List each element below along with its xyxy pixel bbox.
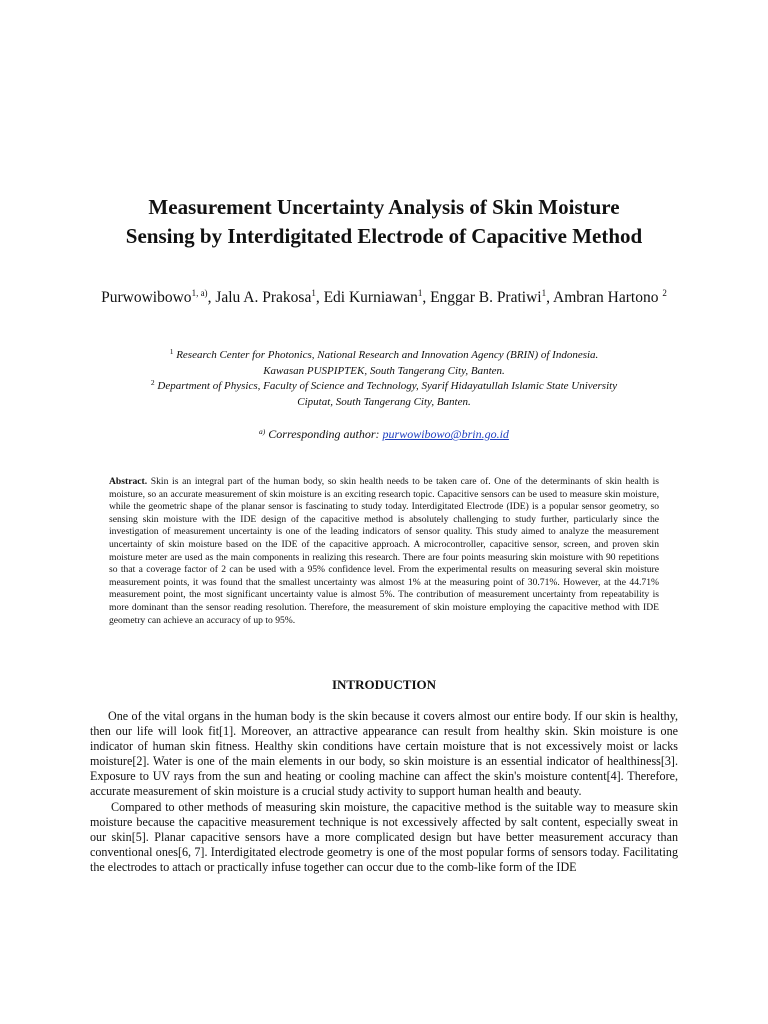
affiliation-2-address: Ciputat, South Tangerang City, Banten. <box>297 395 471 408</box>
affiliation-list <box>100 348 668 410</box>
author-name: Ambran Hartono <box>553 289 663 306</box>
author-affiliation-mark: 1 <box>417 288 423 298</box>
introduction-paragraph-1: One of the vital organs in the human body is the skin because it covers almost our entire body. If our skin is healthy, then our life will look fit[1]. Moreover, an attractive appearance can result from healthy skin. Skin moisture is one indicator of human skin fitness. Healthy skin conditions have certain moisture that is not excessively moist or lacks moisture[2]. Water is one of the main elements in our body, so skin moisture is an essential indicator of healthiness[3]. Exposure to UV rays from the sun and heating or cooling machine can affect the skin's moisture content[4]. Therefore, accurate measurement of skin moisture is a crucial study activity to support human health and beauty. <box>90 709 678 799</box>
corresponding-mark: a) <box>259 427 266 436</box>
affiliation-mark: 2 <box>150 378 155 387</box>
corresponding-label: Corresponding author: <box>268 427 383 441</box>
title-line-2: Sensing by Interdigitated Electrode of Capacitive Method <box>125 224 643 248</box>
corresponding-email-link[interactable]: purwowibowo@brin.go.id <box>382 427 509 441</box>
introduction-body <box>90 709 678 875</box>
author-name: Edi Kurniawan <box>323 289 418 306</box>
corresponding-author <box>100 426 668 442</box>
author-affiliation-mark: 1 <box>311 288 316 298</box>
introduction-paragraph-2: Compared to other methods of measuring skin moisture, the capacitive method is the suitable way to measure skin moisture because the capacitive measurement technique is not excessively affected by salt content, especially sweat in our skin[5]. Planar capacitive sensors have a more complicated design but have better measurement accuracy than conventional ones[6, 7]. Interdigitated electrode geometry is one of the most popular forms of sensors today. Facilitating the electrodes to attach or practically infuse together can occur due to the comb-like form of the IDE <box>90 799 678 874</box>
author-affiliation-mark: 1, a) <box>191 288 208 298</box>
abstract <box>109 476 659 627</box>
author-name: Jalu A. Prakosa <box>215 289 312 306</box>
paper-title <box>60 193 708 251</box>
abstract-text: Skin is an integral part of the human body, so skin health needs to be taken care of. One of the determinants of skin health is moisture, so an accurate measurement of skin moisture is an exciting research topic. Capacitive sensors can be used to measure skin moisture, while the geometric shape of the planar sensor is fascinating to study today. Interdigitated Electrode (IDE) is a popular sensor geometry, so sensing skin moisture with the IDE design of the capacitive method is absolutely challenging to study further, particularly since the investigation of measurement uncertainty is one of the leading indicators of sensor quality. This study aimed to analyze the measurement uncertainty of skin moisture based on the IDE of the capacitive approach. A microcontroller, capacitive sensor, screen, and proven skin moisture meter are used as the main components in realizing this research. There are four points measuring skin moisture with 90 repetitions so that a coverage factor of 2 can be used with a 95% confidence level. From the experimental results on measuring several skin moisture measurement points, it was found that the smallest uncertainty was almost 1% at the measuring point of 30.71%. However, at the 44.71% measurement point, the most significant uncertainty value is almost 5%. The contribution of measurement uncertainty from repeatability is more dominant than the sensor reading resolution. Therefore, the measurement of skin moisture employing the capacitive method with IDE geometry can achieve an accuracy of up to 95%. <box>109 476 659 626</box>
author-name: Purwowibowo <box>101 289 192 306</box>
section-heading-introduction: INTRODUCTION <box>331 677 436 692</box>
affiliation-1-address: Kawasan PUSPIPTEK, South Tangerang City, Banten. <box>263 364 505 377</box>
affiliation-2: $^2$ Department of Physics, Faculty of Science and Technology, Syarif Hidayatullah Islamic State University <box>150 378 618 392</box>
author-affiliation-mark: 1 <box>541 288 547 298</box>
affiliation-1: $^1$ Research Center for Photonics, National Research and Innovation Agency (BRIN) of Indonesia. <box>169 347 599 361</box>
author-affiliation-mark: 2 <box>662 288 667 298</box>
title-line-1: Measurement Uncertainty Analysis of Skin Moisture <box>148 195 620 219</box>
author-list: Purwowibowo$^{1, a)}$, Jalu A. Prakosa$^1$, Edi Kurniawan$^1$, Enggar B. Pratiwi$^1$, Ambran Hartono $^2$ <box>101 288 667 306</box>
author-name: Enggar B. Pratiwi <box>430 289 542 306</box>
affiliation-mark: 1 <box>169 347 174 356</box>
abstract-label: Abstract. <box>109 476 148 487</box>
